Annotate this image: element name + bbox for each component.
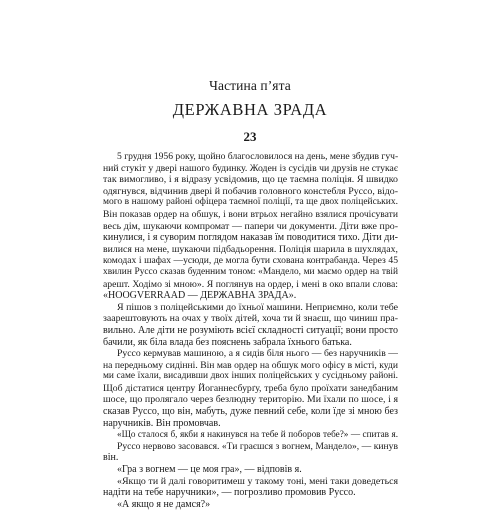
text-line: надіти на тебе наручники», — погрозливо промовив Руссо. bbox=[103, 487, 356, 499]
text-line: Я пішов з поліцейськими до їхньої машини. Неприємно, коли тебе bbox=[117, 301, 398, 313]
text-line: 5 грудня 1956 року, щойно благословилося на день, мене збудив гуч- bbox=[117, 151, 399, 162]
chapter-body-text bbox=[103, 151, 398, 510]
text-line: кинулися, і я суворим поглядом наказав їм поводитися тихо. Діти ди- bbox=[103, 232, 398, 244]
text-line: Руссо нервово засовався. «Ти граєшся з вогнем, Мандело», — кинув bbox=[117, 440, 398, 452]
text-line: наручників. Він промовчав. bbox=[103, 417, 221, 429]
text-line: комодах і шафах —усюди, де могла бути схована контрабанда. Через 45 bbox=[103, 255, 398, 267]
text-line: сказав Руссо, що він, мабуть, дуже певний себе, коли їде зі мною без bbox=[103, 406, 398, 418]
text-line: заарештовують на очах у твоїх дітей, хоча ти й знаєш, що чиниш пра- bbox=[103, 313, 398, 325]
text-line: шосе, що пролягало через безлюдну територію. Ми їхали по шосе, і я bbox=[103, 394, 398, 406]
text-line: Щоб дістатися центру Йоганнесбурґу, треба було проїхати занедбаним bbox=[103, 382, 398, 394]
text-line: арешт. Ходімо зі мною». Я поглянув на ордер, і мені в око впали слова: bbox=[103, 278, 398, 290]
text-line: так вимогливо, і я відразу усвідомив, що це таємна поліція. Я швидко bbox=[103, 174, 398, 186]
text-line: «Гра з вогнем — це моя гра», — відповів я. bbox=[117, 464, 302, 476]
text-line: бачили, як біла влада без пояснень забрала їхнього батька. bbox=[103, 336, 352, 348]
text-line: ми саме їхали, висадивши двох інших поліцейських у сусідньому районі. bbox=[103, 371, 398, 382]
text-line: вильно. Але діти не розуміють всієї складності ситуації; вони просто bbox=[103, 324, 398, 336]
chapter-number: 23 bbox=[243, 129, 257, 144]
text-line: «А якщо я не дамся?» bbox=[117, 498, 211, 510]
text-line: одягнувся, відчинив двері й побачив головного констебля Руссо, відо- bbox=[103, 185, 398, 197]
text-line: «Що сталося б, якби я накинувся на тебе й поборов тебе?» — спитав я. bbox=[117, 429, 398, 440]
text-line: він. bbox=[103, 452, 119, 464]
text-line: хвилин Руссо сказав буденним тоном: «Мандело, ми маємо ордер на твій bbox=[103, 266, 398, 277]
text-line: вилися на мене, шукаючи підбадьорення. Поліція шарила в шухлядах, bbox=[103, 243, 398, 255]
text-line: на передньому сидінні. Він мав ордер на обшук мого офісу в місті, куди bbox=[103, 359, 398, 371]
text-line: Він показав ордер на обшук, і вони втрьох негайно взялися прочісувати bbox=[103, 208, 398, 220]
text-line: Руссо кермував машиною, а я сидів біля нього — без наручників — bbox=[117, 348, 398, 360]
text-line: «Якщо ти й далі говоритимеш у такому тоні, мені таки доведеться bbox=[117, 475, 398, 487]
text-line: весь дім, шукаючи компромат — папери чи документи. Діти вже про- bbox=[103, 220, 398, 232]
part-title: ДЕРЖАВНА ЗРАДА bbox=[172, 100, 328, 119]
text-line: мого в нашому районі офіцера таємної поліції, та ще двох поліцейських. bbox=[103, 197, 398, 208]
text-line: ний стукіт у двері нашого будинку. Жоден із сусідів чи друзів не стукає bbox=[103, 162, 398, 174]
text-line: «HOOGVERRAAD — ДЕРЖАВНА ЗРАДА». bbox=[103, 290, 297, 302]
part-label: Частина п’ята bbox=[209, 78, 291, 93]
